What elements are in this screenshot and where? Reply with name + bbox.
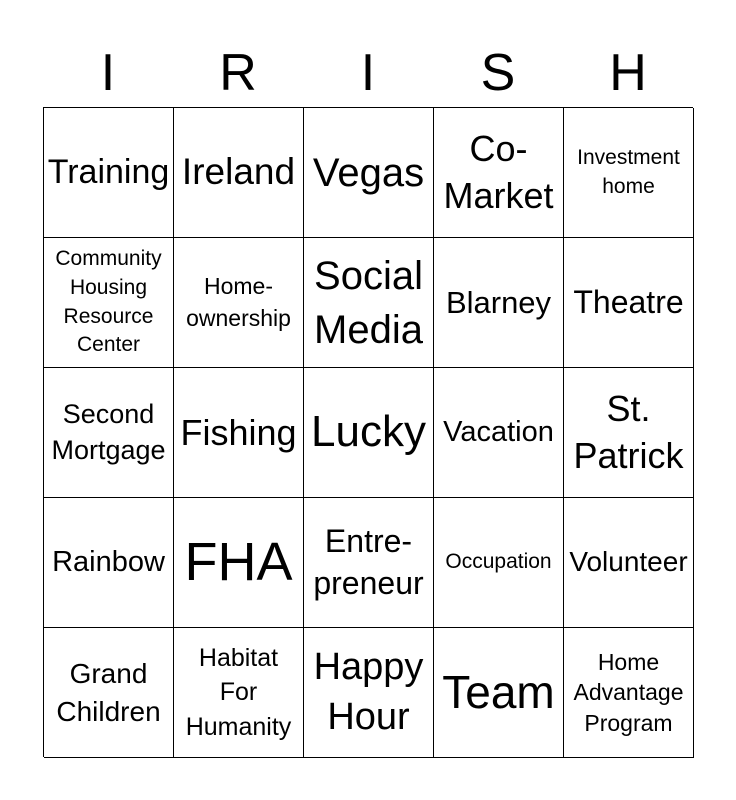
- bingo-cell[interactable]: Entre- preneur: [304, 498, 434, 628]
- bingo-cell[interactable]: Theatre: [564, 238, 694, 368]
- bingo-cell[interactable]: Home- ownership: [174, 238, 304, 368]
- bingo-cell[interactable]: Habitat For Humanity: [174, 628, 304, 758]
- bingo-cell[interactable]: FHA: [174, 498, 304, 628]
- header-letter-4: S: [480, 44, 516, 102]
- bingo-cell[interactable]: Lucky: [304, 368, 434, 498]
- bingo-cell[interactable]: Fishing: [174, 368, 304, 498]
- bingo-cell[interactable]: Happy Hour: [304, 628, 434, 758]
- bingo-cell[interactable]: Vacation: [434, 368, 564, 498]
- header-letter-5: H: [609, 44, 647, 102]
- bingo-cell[interactable]: Occupation: [434, 498, 564, 628]
- bingo-board: [43, 107, 693, 757]
- header-letter-2: R: [219, 44, 257, 102]
- bingo-cell[interactable]: Community Housing Resource Center: [44, 238, 174, 368]
- bingo-cell[interactable]: St. Patrick: [564, 368, 694, 498]
- bingo-cell[interactable]: Second Mortgage: [44, 368, 174, 498]
- bingo-cell[interactable]: Grand Children: [44, 628, 174, 758]
- bingo-cell[interactable]: Team: [434, 628, 564, 758]
- bingo-cell[interactable]: Co- Market: [434, 108, 564, 238]
- bingo-cell[interactable]: Investment home: [564, 108, 694, 238]
- bingo-cell[interactable]: Social Media: [304, 238, 434, 368]
- bingo-cell[interactable]: Home Advantage Program: [564, 628, 694, 758]
- bingo-cell[interactable]: Blarney: [434, 238, 564, 368]
- bingo-cell[interactable]: Vegas: [304, 108, 434, 238]
- bingo-cell[interactable]: Rainbow: [44, 498, 174, 628]
- bingo-header: [43, 40, 693, 106]
- bingo-cell[interactable]: Training: [44, 108, 174, 238]
- bingo-cell[interactable]: Volunteer: [564, 498, 694, 628]
- bingo-cell[interactable]: Ireland: [174, 108, 304, 238]
- header-letter-3: I: [360, 44, 376, 102]
- header-letter-1: I: [100, 44, 116, 102]
